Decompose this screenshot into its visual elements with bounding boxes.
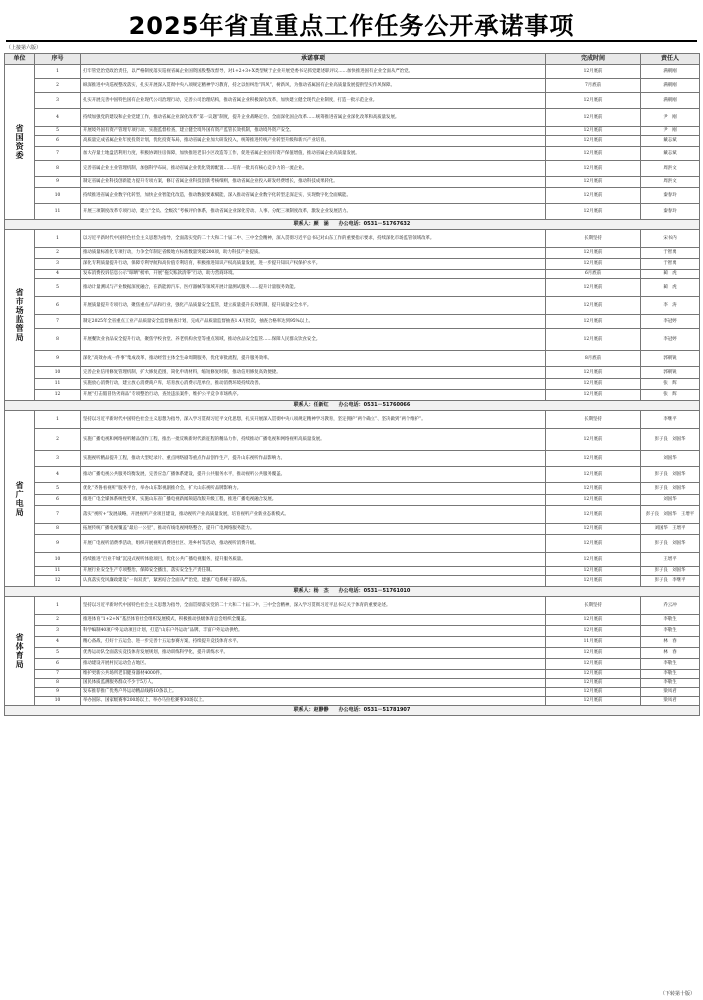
contact-row: [5, 220, 700, 230]
commitment-text: 坚持以习近平新时代中国特色社会主义思想为指导，全面贯彻落实党的二十大和二十届二中、三中全会精神，深入学习贯彻习近平总书记关于体育的重要论述。: [81, 597, 546, 615]
commitment-text: 开展餐饮业食品安全提升行动，聚焦学校食堂、养老机构食堂等重点领域，推动食品安全监管……保障人民群众饮食安全。: [81, 329, 546, 351]
header-item: 承诺事项: [81, 54, 546, 65]
header-unit: 单位: [5, 54, 35, 65]
commitment-text: 开展广电视听消费季活动，组织开展视听消费进社区、进乡村等活动，推动视听消费升级。: [81, 535, 546, 553]
responsible-person: 梁凤君: [641, 697, 700, 706]
completion-time: 11月底前: [546, 637, 641, 648]
responsible-person: 林 春: [641, 637, 700, 648]
table-row: [5, 626, 700, 637]
completion-time: 12月底前: [546, 109, 641, 127]
responsible-person: 戴志斌: [641, 147, 700, 161]
responsible-person: 彭子良 刘国华: [641, 467, 700, 483]
responsible-person: 秦春玲: [641, 188, 700, 204]
commitment-text: 推动广播电视公共服务均衡发展，完善应急广播体系建设，提升公共服务水平，推动视听公共服务覆盖。: [81, 467, 546, 483]
completion-time: 长期坚持: [546, 230, 641, 248]
responsible-person: 李继平: [641, 411, 700, 429]
table-row: [5, 597, 700, 615]
table-row: [5, 379, 700, 390]
completion-time: 12月底前: [546, 315, 641, 329]
contact-info: 联系人：颜 涵 办公电话：0531－51767632: [5, 220, 700, 230]
row-number: 3: [35, 626, 81, 637]
completion-time: 12月底前: [546, 451, 641, 467]
completion-time: 12月底前: [546, 483, 641, 495]
row-number: 9: [35, 177, 81, 188]
responsible-person: 彭子良 刘国华: [641, 535, 700, 553]
commitment-text: 开展行业安全生产专项整治，保障安全播出，落实安全生产责任制。: [81, 567, 546, 576]
commitment-text: 发布消费投诉信息公示“晾晒”榜单，开展“拖欠账款清零”行动，助力营商环境。: [81, 270, 546, 279]
table-row: [5, 279, 700, 297]
responsible-person: 于智勇: [641, 259, 700, 270]
contact-row: [5, 706, 700, 716]
completion-time: 12月底前: [546, 524, 641, 535]
completion-time: 12月底前: [546, 188, 641, 204]
responsible-person: 彭子良 刘国华 王增平: [641, 506, 700, 524]
responsible-person: 满朝刚: [641, 79, 700, 93]
responsible-person: 王增平: [641, 553, 700, 567]
responsible-person: 蔺 虎: [641, 270, 700, 279]
row-number: 5: [35, 648, 81, 659]
table-row: [5, 161, 700, 177]
table-row: [5, 270, 700, 279]
responsible-person: 周洪文: [641, 161, 700, 177]
row-number: 11: [35, 567, 81, 576]
table-row: [5, 688, 700, 697]
row-number: 10: [35, 188, 81, 204]
table-row: [5, 697, 700, 706]
commitment-text: 推进体育“1+2+N”基层体育社会组织发展模式，积极推动县级体育总会组织全覆盖。: [81, 615, 546, 626]
table-row: [5, 535, 700, 553]
responsible-person: 于智勇: [641, 248, 700, 259]
continued-to-note: （下转第十版）: [659, 991, 695, 997]
table-row: [5, 506, 700, 524]
commitment-text: 维护更新公共场所老旧健身器材4000件。: [81, 670, 546, 679]
table-row: [5, 351, 700, 367]
commitment-text: 制定省属企业科技创新能力提升专项方案，修订省属企业科技创新考核细则，推动省属企业投入研发经费增长，推动科技成果转化。: [81, 177, 546, 188]
commitment-text: 制定2025年全省重点工业产品质量安全监督抽查计划，完成产品质量监督抽查1.4万批次，抽查合格率达到95%以上。: [81, 315, 546, 329]
row-number: 8: [35, 161, 81, 177]
table-row: [5, 390, 700, 401]
completion-time: 12月底前: [546, 679, 641, 688]
completion-time: 12月底前: [546, 626, 641, 637]
commitment-text: 扎实开展完善中国特色国有企业现代公司治理行动，完善公司治理结构，推动省属企业积极深化改革，加快建立健全现代企业制度，打造一批示范企业。: [81, 93, 546, 109]
commitment-text: 以习近平新时代中国特色社会主义思想为指导，全面落实党的二十大和二十届二中、三中全会精神，深入贯彻习近平总书记对山东工作的重要指示要求，持续深化市场监管领域改革。: [81, 230, 546, 248]
responsible-person: 李 涛: [641, 297, 700, 315]
completion-time: 12月底前: [546, 248, 641, 259]
responsible-person: 蔺 虎: [641, 279, 700, 297]
commitment-text: 推动质量标准化专项行动，力争全年制定省级地方标准数量突破200项，助力科技产业提质。: [81, 248, 546, 259]
commitment-text: 推进广电全媒体系统性变革，实施山东省广播电视新闻频道改版升级工程，推进广播电视融合发展。: [81, 495, 546, 506]
commitment-text: 深化“高效办成一件事”集成改革，推动经营主体全生命周期服务，优化审批流程，提升服务效率。: [81, 351, 546, 367]
responsible-person: 李敬生: [641, 679, 700, 688]
commitment-text: 拓展传统广播电视覆盖“最后一公里”，推动有线电视网络整合，提升广电网络服务能力。: [81, 524, 546, 535]
responsible-person: 乔云冲: [641, 597, 700, 615]
completion-time: 12月底前: [546, 259, 641, 270]
table-row: [5, 109, 700, 127]
table-row: [5, 670, 700, 679]
row-number: 7: [35, 147, 81, 161]
table-row: [5, 648, 700, 659]
commitment-text: 开展“打击假冒伪劣商品”专项整治行动，查处违法案件，维护公平竞争市场秩序。: [81, 390, 546, 401]
header-time: 完成时间: [546, 54, 641, 65]
completion-time: 12月底前: [546, 147, 641, 161]
table-row: [5, 411, 700, 429]
commitment-text: 高质量完成省属企业年度投资计划，优化投资布局，推动省属企业加大研发投入，统筹推进传统产业转型升级和新兴产业培育。: [81, 136, 546, 147]
commitment-text: 纵深推进中央巡视整改落实，扎实开展深入贯彻中央八项规定精神学习教育，持之以恒纠治“四风”，树新风，为推动省属国有企业高质量发展提供坚实作风保障。: [81, 79, 546, 93]
responsible-person: 李敬生: [641, 670, 700, 679]
completion-time: 12月底前: [546, 659, 641, 670]
table-row: [5, 524, 700, 535]
table-row: [5, 615, 700, 626]
commitment-text: 加大存量土地盘活利用力度，积极协调住房保障，加快推进老旧小区改造等工作，促进省属企业国有资产保值增值，推动省属企业高质量发展。: [81, 147, 546, 161]
table-row: [5, 553, 700, 567]
row-number: 4: [35, 270, 81, 279]
table-row: [5, 659, 700, 670]
commitment-text: 开展境外国有资产管理专项行动，实施监督检查，建立健全境外国有资产监管长效机制，推动境外资产安全。: [81, 127, 546, 136]
row-number: 5: [35, 127, 81, 136]
table-header-row: [5, 54, 700, 65]
responsible-person: 彭子良 刘国华: [641, 567, 700, 576]
completion-time: 长期坚持: [546, 411, 641, 429]
row-number: 3: [35, 451, 81, 467]
unit-cell: 省市场监管局: [5, 230, 35, 401]
commitment-text: 优秀运动队全面落实竞技体育发展规划，推动训练科学化，提升训练水平。: [81, 648, 546, 659]
responsible-person: 刘国华 王增平: [641, 524, 700, 535]
completion-time: 12月底前: [546, 495, 641, 506]
completion-time: 12月底前: [546, 390, 641, 401]
row-number: 6: [35, 136, 81, 147]
commitment-text: 完善企业信用修复管理机制，扩大修复范围，简化申请材料，缩短修复时限，推动信用修复高效便捷。: [81, 367, 546, 379]
row-number: 9: [35, 351, 81, 367]
responsible-person: 秦春玲: [641, 204, 700, 220]
responsible-person: 彭子良 李继平: [641, 576, 700, 587]
responsible-person: 满朝刚: [641, 93, 700, 109]
commitment-text: 实施放心消费行动，建立放心消费商户库，培育放心消费示范单位，推动消费环境持续改善。: [81, 379, 546, 390]
table-row: [5, 136, 700, 147]
completion-time: 12月底前: [546, 506, 641, 524]
completion-time: 12月底前: [546, 204, 641, 220]
completion-time: 12月底前: [546, 648, 641, 659]
responsible-person: 刘国华: [641, 451, 700, 467]
commitment-text: 开展三项制度改革专项行动，建立“全员、全级次”考核评价体系，推动省属企业深化劳动、人事、分配三项制度改革，激发企业发展活力。: [81, 204, 546, 220]
header-no: 序号: [35, 54, 81, 65]
row-number: 10: [35, 553, 81, 567]
table-row: [5, 495, 700, 506]
responsible-person: 郭朝锐: [641, 351, 700, 367]
row-number: 3: [35, 259, 81, 270]
row-number: 9: [35, 688, 81, 697]
title-rule: [6, 40, 697, 42]
row-number: 2: [35, 248, 81, 259]
row-number: 5: [35, 483, 81, 495]
table-row: [5, 467, 700, 483]
row-number: 6: [35, 297, 81, 315]
table-row: [5, 329, 700, 351]
completion-time: 12月底前: [546, 553, 641, 567]
table-row: [5, 297, 700, 315]
table-row: [5, 188, 700, 204]
completion-time: 12月底前: [546, 379, 641, 390]
responsible-person: 戴志斌: [641, 136, 700, 147]
responsible-person: 张 辉: [641, 379, 700, 390]
table-row: [5, 177, 700, 188]
completion-time: 12月底前: [546, 367, 641, 379]
completion-time: 12月底前: [546, 615, 641, 626]
row-number: 1: [35, 597, 81, 615]
completion-time: 12月底前: [546, 429, 641, 451]
row-number: 9: [35, 535, 81, 553]
completion-time: 12月底前: [546, 136, 641, 147]
responsible-person: 彭子良 刘国华: [641, 429, 700, 451]
table-row: [5, 127, 700, 136]
completion-time: 12月底前: [546, 697, 641, 706]
table-row: [5, 679, 700, 688]
table-row: [5, 204, 700, 220]
table-row: [5, 567, 700, 576]
completion-time: 12月底前: [546, 329, 641, 351]
row-number: 6: [35, 495, 81, 506]
table-row: [5, 259, 700, 270]
row-number: 1: [35, 230, 81, 248]
completion-time: 6月底前: [546, 270, 641, 279]
row-number: 3: [35, 93, 81, 109]
commitment-text: 打牢管党治党政治责任，以严格制度落实巡视省属企业国资国股整改督导，对1+2+3+X类型统于企业开展党委书记抓党建述职评议……加快推进国有企业全面从严治党。: [81, 65, 546, 79]
row-number: 12: [35, 576, 81, 587]
completion-time: 12月底前: [546, 567, 641, 576]
commitment-text: 坚持以习近平新时代中国特色社会主义思想为指导，深入学习贯彻习近平文化思想，扎实开展深入贯彻中央八项规定精神学习教育，坚定拥护“两个确立”、坚决做到“两个维护”。: [81, 411, 546, 429]
row-number: 11: [35, 379, 81, 390]
commitment-text: 持续加强党的建设和企业党建工作，推动省属企业深化改革“第一议题”制度，提升企业战略定位、全面深化国企改革……统筹推进省属企业深化改革和高质量发展。: [81, 109, 546, 127]
completion-time: 12月底前: [546, 688, 641, 697]
commitment-text: 发布推荐推广优秀户外运动精品线路10条以上。: [81, 688, 546, 697]
commitment-text: 精心备战，打好十五运会、进一步完善十五运参赛方案，持续提升竞技体育水平。: [81, 637, 546, 648]
row-number: 7: [35, 670, 81, 679]
table-row: [5, 483, 700, 495]
commitment-text: 推动建设开展村民运动会占地区。: [81, 659, 546, 670]
unit-cell: 省国资委: [5, 65, 35, 220]
responsible-person: 张 辉: [641, 390, 700, 401]
row-number: 8: [35, 329, 81, 351]
table-row: [5, 429, 700, 451]
contact-info: 联系人：赵静静 办公电话：0531－51781907: [5, 706, 700, 716]
page-title: 2025年省直重点工作任务公开承诺事项: [128, 12, 575, 40]
completion-time: 12月底前: [546, 297, 641, 315]
completion-time: 12月底前: [546, 93, 641, 109]
row-number: 10: [35, 697, 81, 706]
commitment-text: 持续推进“百业千城”沉浸式视听体验项目，优化公共广播电视服务，提升服务质量。: [81, 553, 546, 567]
row-number: 8: [35, 679, 81, 688]
responsible-person: 李冠婷: [641, 329, 700, 351]
completion-time: 12月底前: [546, 161, 641, 177]
table-row: [5, 637, 700, 648]
table-row: [5, 367, 700, 379]
commitment-text: 认真落实党风廉政建设“一岗双责”，紧密结合全面从严治党，建强广电系统干部队伍。: [81, 576, 546, 587]
responsible-person: 宋书内: [641, 230, 700, 248]
responsible-person: 尹 刚: [641, 109, 700, 127]
commitment-text: 开展质量提升专项行动，聚焦重点产品和行业，强化产品质量安全监管，建立质量提升长效机制，提升质量安全水平。: [81, 297, 546, 315]
table-row: [5, 65, 700, 79]
commitment-text: 优化“齐鲁看视听”服务平台，举办山东影视剧推介会，扩大山东视听品牌影响力。: [81, 483, 546, 495]
completion-time: 12月底前: [546, 65, 641, 79]
contact-row: [5, 401, 700, 411]
completion-time: 12月底前: [546, 279, 641, 297]
row-number: 6: [35, 659, 81, 670]
responsible-person: 彭子良 刘国华: [641, 483, 700, 495]
unit-cell: 省体育局: [5, 597, 35, 706]
completion-time: 12月底前: [546, 177, 641, 188]
responsible-person: 满朝刚: [641, 65, 700, 79]
table-row: [5, 576, 700, 587]
completion-time: 8月底前: [546, 351, 641, 367]
commitment-text: 落实“视听+”发展战略，开展视听产业项目建设，推动视听产业高质量发展，培育视听产业新业态新模式。: [81, 506, 546, 524]
commitment-text: 科学编制40项户外运动项目计划，打造“山东户外运动”品牌，丰富户外运动供给。: [81, 626, 546, 637]
table-row: [5, 93, 700, 109]
completion-time: 12月底前: [546, 670, 641, 679]
table-row: [5, 451, 700, 467]
contact-info: 联系人：杨 杰 办公电话：0531－51761010: [5, 587, 700, 597]
responsible-person: 郭朝锐: [641, 367, 700, 379]
responsible-person: 周洪文: [641, 177, 700, 188]
completion-time: 长期坚持: [546, 597, 641, 615]
table-row: [5, 230, 700, 248]
responsible-person: 李敬生: [641, 626, 700, 637]
row-number: 1: [35, 65, 81, 79]
commitment-text: 持续推进省属企业数字化转型，加快企业智能化改造，推动数据要素赋能，深入推动省属企业数字化转型走深走实，实现数字化全面赋能。: [81, 188, 546, 204]
completion-time: 12月底前: [546, 127, 641, 136]
responsible-person: 李敬生: [641, 659, 700, 670]
header-person: 责任人: [641, 54, 700, 65]
responsible-person: 尹 刚: [641, 127, 700, 136]
row-number: 1: [35, 411, 81, 429]
table-row: [5, 315, 700, 329]
row-number: 11: [35, 204, 81, 220]
responsible-person: 刘国华: [641, 495, 700, 506]
table-row: [5, 79, 700, 93]
responsible-person: 李敬生: [641, 615, 700, 626]
row-number: 4: [35, 637, 81, 648]
row-number: 7: [35, 315, 81, 329]
table-row: [5, 147, 700, 161]
row-number: 10: [35, 367, 81, 379]
commitments-table: [4, 53, 700, 716]
commitment-text: 推动计量测试与产业数据深度融合，在新能源汽车、医疗器械等领域开展计量测试服务……提升计量服务效能。: [81, 279, 546, 297]
commitment-text: 深化专利质量提升行动，保障专利导航和高价值专利培育，积极推进知识产权高质量发展，进一步提升知识产权保护水平。: [81, 259, 546, 270]
commitment-text: 完善省属企业主业管理机制，加强科学布局，推动省属企业优化资源配置……培育一批具有核心竞争力的一流企业。: [81, 161, 546, 177]
completion-time: 12月底前: [546, 467, 641, 483]
responsible-person: 梁凤君: [641, 688, 700, 697]
commitment-text: 实施视听精品提升工程，推动大型纪录片、重点网络剧等重点作品创作生产，提升山东视听作品影响力。: [81, 451, 546, 467]
contact-info: 联系人：任新红 办公电话：0531－51760066: [5, 401, 700, 411]
row-number: 8: [35, 524, 81, 535]
row-number: 4: [35, 467, 81, 483]
responsible-person: 李冠婷: [641, 315, 700, 329]
row-number: 12: [35, 390, 81, 401]
completion-time: 12月底前: [546, 576, 641, 587]
completion-time: 7月底前: [546, 79, 641, 93]
row-number: 5: [35, 279, 81, 297]
row-number: 2: [35, 79, 81, 93]
table-row: [5, 248, 700, 259]
continued-from-note: （上接第六版）: [6, 45, 42, 51]
responsible-person: 林 春: [641, 648, 700, 659]
row-number: 2: [35, 429, 81, 451]
commitment-text: 举办国际、国家级赛事200场以上、举办马拉松赛事30场以上。: [81, 697, 546, 706]
row-number: 2: [35, 615, 81, 626]
unit-cell: 省广电局: [5, 411, 35, 587]
row-number: 4: [35, 109, 81, 127]
contact-row: [5, 587, 700, 597]
commitment-text: 实施广播电视和网络视听精品创作工程，推出一批反映新时代新征程的精品力作，持续推动广播电视和网络视听高质量发展。: [81, 429, 546, 451]
row-number: 7: [35, 506, 81, 524]
completion-time: 12月底前: [546, 535, 641, 553]
commitment-text: 国民体质监测服务群众不少于5万人。: [81, 679, 546, 688]
